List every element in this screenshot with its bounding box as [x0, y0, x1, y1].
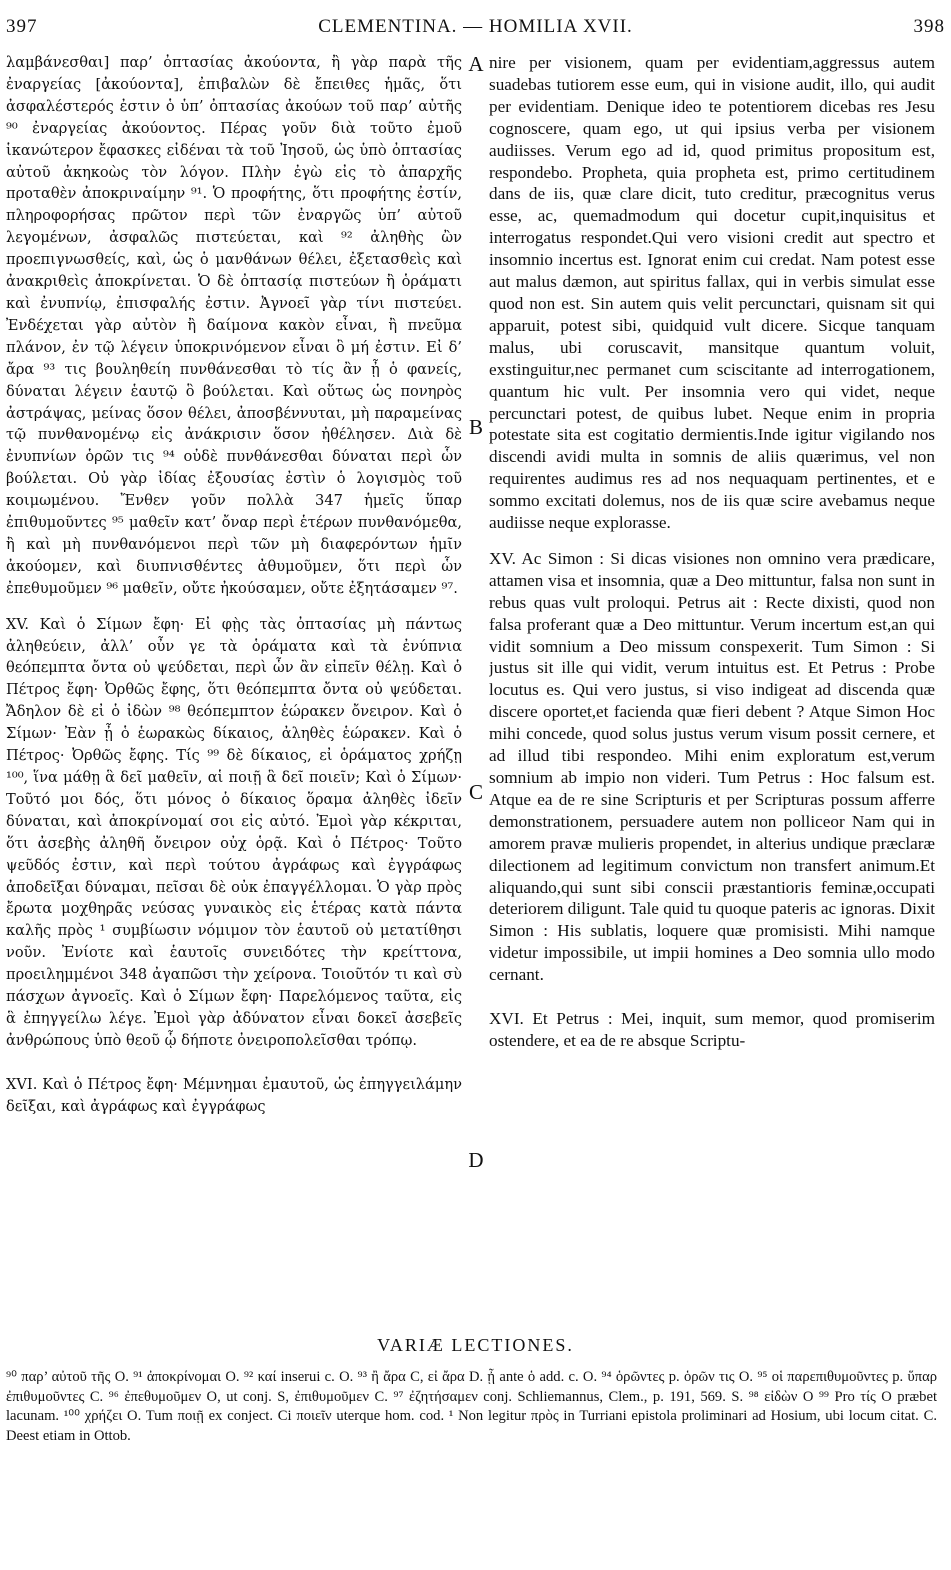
running-header — [6, 16, 945, 42]
greek-paragraph-xv: XV. Καὶ ὁ Σίμων ἔφη· Εἰ φῂς τὰς ὀπτασίας μὴ πάντως ἀληθεύειν, ἀλλ’ οὖν γε τὰ ὁράματα καὶ τὰ ἐνύπνια θεόπεμπτα ὄντα οὐ ψεύδεται, περὶ ὧν ἂν εἰπεῖν θέλῃ. Καὶ ὁ Πέτρος ἔφη· Ὀρθῶς ἔφης, ὅτι θεόπεμπτα ὄντα οὐ ψεύδεται. Ἄδηλον δὲ εἰ ὁ ἰδὼν ⁹⁸ θεόπεμπτον ἑώρακεν ὄνειρον. Καὶ ὁ Σίμων· Ἐὰν ᾖ ὁ ἑωρακὼς δίκαιος, ἀληθὲς ἑώρακεν. Καὶ ὁ Πέτρος· Ὀρθῶς ἔφης. Τίς ⁹⁹ δὲ δίκαιος, εἰ ὁράματος χρήζῃ ¹⁰⁰, ἵνα μάθῃ ἃ δεῖ μαθεῖν, αἱ ποιῇ ἃ δεῖ ποιεῖν; Καὶ ὁ Σίμων· Τοῦτό μοι δός, ὅτι μόνος ὁ δίκαιος ὅραμα ἀληθὲς ἰδεῖν δύναται, καὶ ἀποκρίνομαί σοι εἰς αὐτό. Ἐμοὶ γὰρ κέκριται, ὅτι ἀσεβὴς ἀληθῆ ὄνειρον οὐχ ὁρᾷ. Καὶ ὁ Πέτρος· Τοῦτο ψεῦδός ἐστιν, καὶ περὶ τούτου ἀγράφως καὶ ἐγγράφως ἀποδεῖξαι δύναμαι, πεῖσαι δὲ οὐκ ἐπαγγέλλομαι. Ὁ γὰρ πρὸς ἔρωτα μοχθηρᾶς νεύσας γυναικὸς εἰς ἑτέρας κατὰ πάντα καλῆς πρὸς ¹ συμβίωσιν νόμιμον τὸν ἑαυτοῦ οὐ μετατίθησι νοῦν. Ἐνίοτε καὶ ἑαυτοῖς συνειδότες τὴν κρείττονα, προειλημμένοι 348 ἀγαπῶσι τὴν χείρονα. Τοιοῦτόν τι καὶ σὺ πάσχων ἀγνοεῖς. Καὶ ὁ Σίμων ἔφη· Παρελόμενος ταῦτα, εἰς ἃ ἐπηγγείλω λέγε. Ἐμοὶ γὰρ ἀδύνατον εἶναι δοκεῖ ἀσεβεῖς ἀνθρώπους ὑπὸ θεοῦ ᾧ δήποτε ὀνειροπολεῖσθαι τρόπῳ. — [6, 615, 462, 1049]
greek-paragraph-1: λαμβάνεσθαι] παρ’ ὀπτασίας ἀκούοντα, ἢ γὰρ παρὰ τῆς ἐναργείας [ἀκούοντα], ἐπιβαλὼν δὲ ἔπειθες ἡμᾶς, ὅτι ἀσφαλέστερός ἐστιν ὁ ὑπ’ ὀπτασίας ἀκούων τοῦ παρ’ αὐτῆς ⁹⁰ ἐναργείας ἀκούοντος. Πέρας γοῦν διὰ τοῦτο ἐμοῦ ἱκανώτερον ἔφασκες εἰδέναι τὰ τοῦ Ἰησοῦ, ὡς ὑπὸ ὀπτασίας αὐτοῦ ἀκηκοὼς τὸν λόγον. Πλὴν ἐγὼ εἰς τὸ ἀπαρχῆς προταθὲν ἀποκριναίμην ⁹¹. Ὁ προφήτης, ὅτι προφήτης ἐστίν, πληροφορήσας πρῶτον περὶ τῶν ἐναργῶς ὑπ’ αὐτοῦ λεγομένων, ἀσφαλῶς πιστεύεται, καὶ ⁹² ἀληθὴς ὢν προεπιγνωσθείς, καὶ, ὡς ὁ μανθάνων θέλει, ἐξετασθεὶς καὶ ἀνακριθεὶς ἀποκρίνεται. Ὁ δὲ ὀπτασίᾳ πιστεύων ἢ ὁράματι καὶ ἐνυπνίῳ, ἐπισφαλής ἐστιν. Ἀγνοεῖ γὰρ τίνι πιστεύει. Ἐνδέχεται γὰρ αὐτὸν ἢ δαίμονα κακὸν εἶναι, ἢ πνεῦμα πλάνον, ἐν τῷ λέγειν ὑποκρινόμενον εἶναι ὃ μή ἐστιν. Εἰ δ’ ἄρα ⁹³ τις βουληθείη πυνθάνεσθαι τὸ τίς ἂν ᾖ ὁ φανείς, δύναται λέγειν ἑαυτῷ ὃ βούλεται. Καὶ οὕτως ὡς πονηρὸς ἀστράψας, μείνας ὅσον θέλει, ἀποσβέννυται, μὴ παραμείνας τῷ πυνθανομένῳ εἰς ἀνάκρισιν ὅσον ἠθέλησεν. Διὰ δὲ ἐνυπνίων ὁρῶν τις ⁹⁴ οὐδὲ πυνθάνεσθαι δύναται περὶ ὧν βούλεται. Οὐ γὰρ ἰδίας ἐξουσίας ἐστὶν ὁ λογισμὸς τοῦ κοιμωμένου. Ἔνθεν γοῦν πολλὰ 347 ἡμεῖς ὕπαρ ἐπιθυμοῦντες ⁹⁵ μαθεῖν κατ’ ὄναρ περὶ ἑτέρων πυνθανόμεθα, ἢ καὶ μὴ πυνθανόμενοι περὶ τῶν μὴ διαφερόντων ἡμῖν ἀκούομεν, καὶ διυπνισθέντες ἀθυμοῦμεν, ὅτι περὶ ὧν ἐπεθυμοῦμεν ⁹⁶ μαθεῖν, οὔτε ἠκούσαμεν, οὔτε ἐξητάσαμεν ⁹⁷. — [6, 54, 462, 597]
margin-marker-d: D — [468, 1148, 484, 1172]
running-title: CLEMENTINA. — HOMILIA XVII. — [318, 16, 633, 37]
margin-marker-a: A — [468, 52, 484, 76]
latin-paragraph-1: nire per visionem, quam per evidentiam,aggressus autem suadebas tutiorem esse eum, qui in visione audit, illo, qui audit per evidentiam. Denique ideo te potentiorem dicebas res Jesu cognoscere, quam ego, ut qui ipsius verba per visionem audiisses. Verum ego ad id, quod primitus propositum est, respondebo. Propheta, quia propheta est, primo certitudinem dans de iis, quæ clare dicit, tuto creditur, præcognitus verus esse, ac, quemadmodum qui docetur cupit,inquisitus et interrogatus respondet.Qui vero visioni credit aut spectro et insomnio incertus est. Ignorat enim cui credat. Nam potest esse aut malus dæmon, aut spiritus fallax, qui in verbis simulat esse quod non est. Sin autem quis velit percunctari, quisnam sit qui apparuit, potest sibi, quidquid vult dicere. Sicque tanquam malus, ubi coruscavit, mansitque quantum voluit, exstinguitur,nec permanet cum sciscitante ad interrogationem, quantum hic vult. Per insomnia vero qui videt, neque percunctari potest, de quibus lubet. Neque enim in propria potestate sita est cogitatio dermientis.Inde igitur vigilando nos discendi avidi multa in somnis de aliis quærimus, vel non requirentes audimus res ad nos nequaquam pertinentes, et e sommo excitati dolemus, nos de iis quæ scire avebamus neque audiisse neque explorasse. — [489, 53, 935, 533]
latin-paragraph-xvi: XVI. Et Petrus : Mei, inquit, sum memor, quod promiserim ostendere, et ea de re absque Scriptu- — [489, 1009, 935, 1050]
page-number-left: 397 — [6, 16, 38, 37]
page-number-right: 398 — [913, 16, 945, 37]
latin-column — [489, 52, 935, 1304]
variae-lectiones-heading: VARIÆ LECTIONES. — [377, 1335, 574, 1355]
greek-paragraph-xvi: XVI. Καὶ ὁ Πέτρος ἔφη· Μέμνημαι ἐμαυτοῦ, ὡς ἐπηγγειλάμην δεῖξαι, καὶ ἀγράφως καὶ ἐγγράφως — [6, 1075, 462, 1115]
margin-marker-b: B — [468, 415, 483, 439]
variae-lectiones-notes: ⁹⁰ παρ’ αὐτοῦ τῆς O. ⁹¹ ἀποκρίνομαι O. ⁹² καί inserui c. O. ⁹³ ἢ ἄρα C, εἰ ἄρα D. ᾖ ante ὁ add. c. O. ⁹⁴ ὁρῶντες p. ὁρῶν τις O. ⁹⁵ οἱ παρεπιθυμοῦντες p. ὕπαρ ἐπιθυμοῦντες C. ⁹⁶ ἐπεθυμοῦμεν O, ut conj. S, ἐπιθυμοῦμεν C. ⁹⁷ ἐζητήσαμεν conj. Schliemannus, Clem., p. 191, 569. S. ⁹⁸ εἰδὼν O ⁹⁹ Pro τίς O præbet lacunam. ¹⁰⁰ χρήζει O. Tum ποιῇ ex conject. Ci ποιεῖν uterque hom. cod. ¹ Non legitur πρὸς in Turriani epistola proliminari ad Hosium, ubi locum citat. C. Deest etiam in Ottob. — [6, 1369, 937, 1444]
greek-column — [6, 52, 462, 1304]
margin-marker-c: C — [468, 780, 483, 804]
latin-paragraph-xv: XV. Ac Simon : Si dicas visiones non omnino vera prædicare, attamen visa et insomnia, quæ a Deo mittuntur, falsa non sunt in rebus quas vult proloqui. Petrus ait : Recte dixisti, quod non falsa proferant quæ a Deo mittuntur. Verum incertum est,an qui vidit somnium a Deo missum conspexerit. Tum Simon : Si justus sit ille qui vidit, verum intuitus est. Et Petrus : Probe locutus es. Qui vero justus, si viso indigeat ad discenda quæ discere oportet,et facienda quæ fieri debent ? Atque Simon Hoc mihi concede, quod solus justus verum visum possit cernere, et ad illud tibi respondeo. Mihi enim exploratum est,verum somnium ab impio non videri. Tum Petrus : Hoc falsum est. Atque ea de re sine Scripturis et per Scripturas possum afferre demonstrationem, persuadere autem non polliceor Nam qui in amorem pravæ mulieris propendet, in alterius undique præclaræ dilectionem ad legitimum convictum non transfert animum.Et aliquando,qui sunt sibi conscii præstantioris feminæ,occupati deteriorem diligunt. Tale quid tu quoque pateris ac ignoras. Dixit Simon : His sublatis, loquere quæ promisisti. Mihi namque videtur impossibile, ut impii homines a Deo somnia ullo modo cernant. — [489, 548, 935, 985]
